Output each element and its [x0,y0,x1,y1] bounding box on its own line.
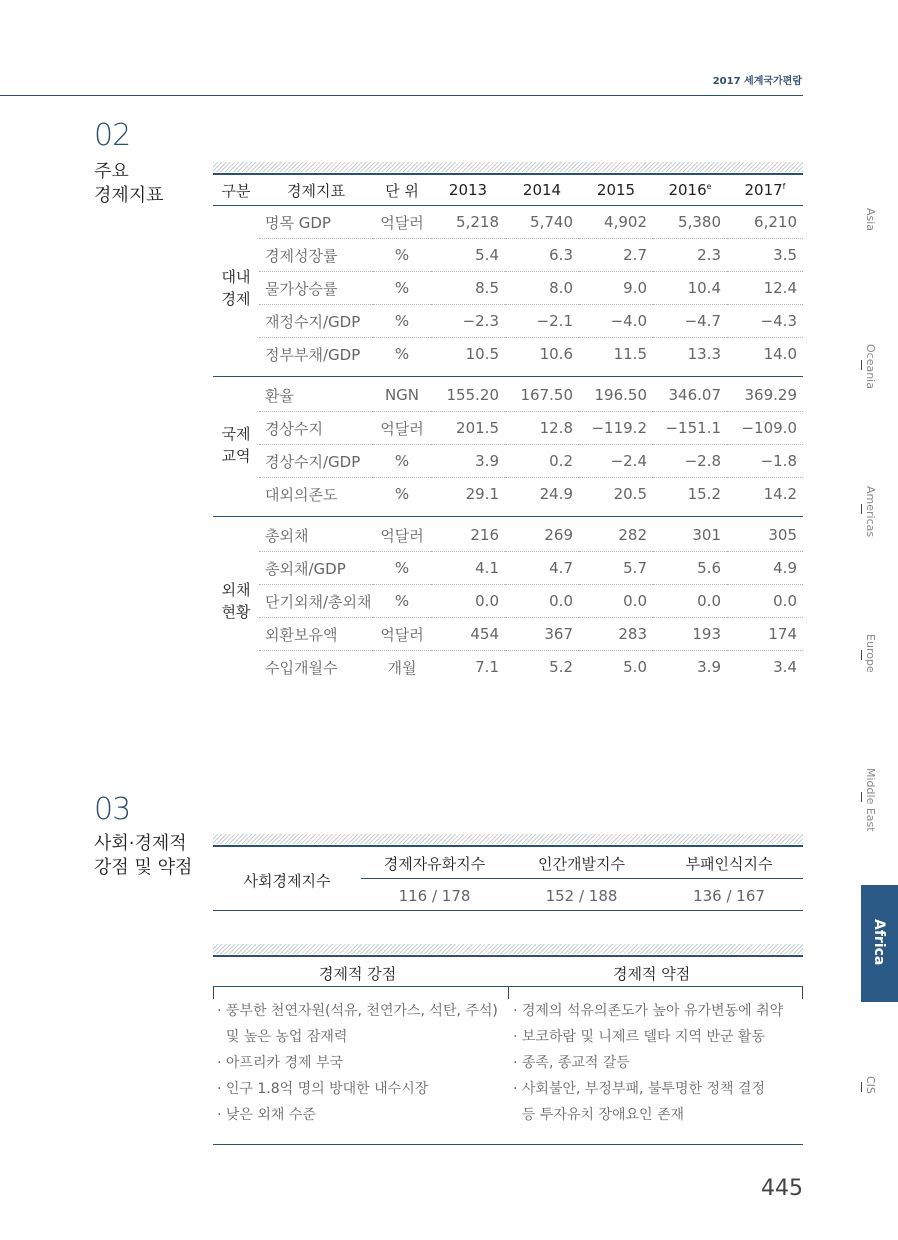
weaknesses-list [513,998,783,1128]
hatch-bar [213,834,803,844]
header-2017-note: f [782,182,786,191]
weakness-title: 경제적 약점 [613,965,691,983]
indicator-name: 경상수지 [259,412,373,445]
indicator-unit: % [373,552,431,585]
indicator-value: 216 [431,519,505,552]
sidebar-tick [861,1082,862,1092]
indicator-value: 4,902 [579,206,653,239]
indicator-unit: % [373,239,431,272]
section-title-line1: 사회·경제적 [94,833,187,854]
sw-header [213,958,803,986]
indicator-name: 재정수지/GDP [259,305,373,338]
strength-item: · 낮은 외채 수준 [217,1107,316,1123]
category-label-line1: 대내 [221,268,251,286]
indicator-value: 11.5 [613,345,647,363]
sidebar-tick [861,650,862,660]
index-row-label: 사회경제지수 [243,872,331,890]
table-row [213,651,803,684]
sidebar-asia-label: Asia [864,208,877,232]
indicator-value: 3.9 [697,658,721,676]
indicator-value: 167.50 [505,379,579,412]
indicator-value: 10.6 [539,345,573,363]
sw-bottom-rule [213,1144,803,1145]
indicator-unit: 억달러 [373,519,431,552]
category-label [213,379,259,510]
indicator-value: 9.0 [579,272,653,305]
indicator-value: 4.9 [727,552,803,585]
indicator-value: 12.8 [505,412,579,445]
running-header: 2017 세계국가편람 [712,76,802,87]
indicator-name: 물가상승률 [259,272,373,305]
table-row [213,552,803,585]
indicator-value: 6.3 [505,239,579,272]
indicator-value: 174 [727,618,803,651]
indicator-value: 155.20 [431,379,505,412]
table-row [213,305,803,338]
page-number: 445 [761,1176,803,1201]
indicator-value: 8.5 [431,272,505,305]
index-header-hdi: 인간개발지수 [508,848,655,879]
indicator-value: −2.1 [505,305,579,338]
table-row [213,478,803,511]
category-label [213,206,259,371]
indicator-value: −151.1 [653,412,727,445]
table-row [213,519,803,552]
header-indicator: 경제지표 [259,175,373,206]
sidebar-europe[interactable] [864,634,888,673]
sidebar-africa-active[interactable] [861,885,898,1002]
sw-mid-tick [508,987,509,999]
indicator-value: 3.9 [431,445,505,478]
strength-item: 및 높은 농업 잠재력 [217,1029,348,1045]
header-2013: 2013 [431,175,505,206]
indicator-value: 3.5 [727,239,803,272]
indicator-value: 5.4 [431,239,505,272]
header-2016-note: e [706,182,712,191]
indicator-value: −4.0 [579,305,653,338]
header-2015: 2015 [579,175,653,206]
hatch-bar [213,944,803,954]
sidebar-oceania-label: Oceania [864,344,877,389]
indicator-unit: % [373,445,431,478]
sidebar-asia[interactable] [864,208,888,231]
category-label-line2: 현황 [221,603,251,621]
indicator-value: 7.1 [475,658,499,676]
strength-item: · 풍부한 천연자원(석유, 천연가스, 석탄, 주석) [217,1003,498,1019]
sidebar-americas-label: Americas [864,486,877,538]
indicator-name: 명목 GDP [259,206,373,239]
section-title-line2: 경제지표 [94,185,164,206]
indicator-value: 4.7 [505,552,579,585]
section-title-strengths-weaknesses [94,832,192,880]
weakness-item: · 보코하람 및 니제르 델타 지역 반군 활동 [513,1029,765,1045]
indicator-value: −4.7 [653,305,727,338]
indicator-value: 6,210 [727,206,803,239]
indicator-value: 369.29 [727,379,803,412]
indicator-value: 0.0 [505,585,579,618]
indicator-value: 14.2 [763,485,797,503]
indicator-value: 269 [505,519,579,552]
indicator-unit: % [394,485,410,503]
weakness-item: 등 투자유치 장애요인 존재 [513,1107,685,1123]
indicator-value: 0.0 [431,585,505,618]
indicator-value: 24.9 [539,485,573,503]
indicator-name: 경제성장률 [259,239,373,272]
indicator-value: 301 [653,519,727,552]
indicator-value: 283 [579,618,653,651]
indicator-value: 193 [653,618,727,651]
indicator-value: 29.1 [465,485,499,503]
indicator-name: 환율 [259,379,373,412]
table-row [213,206,803,239]
indicator-value: 13.3 [687,345,721,363]
sidebar-middle-east[interactable] [864,768,888,832]
indicator-unit: % [373,272,431,305]
sidebar-africa-label: Africa [871,919,887,966]
index-value-freedom: 116 / 178 [398,887,471,905]
indicator-value: 0.0 [653,585,727,618]
indicator-value: −2.4 [579,445,653,478]
section-title-economic-indicators [94,160,164,208]
indicator-value: 5.2 [549,658,573,676]
social-economic-index-table [213,848,803,913]
indicator-value: 5,740 [505,206,579,239]
indicator-unit: 억달러 [373,206,431,239]
header-unit: 단 위 [373,175,431,206]
weakness-item: · 종족, 종교적 갈등 [513,1055,630,1071]
indicator-value: 14.0 [763,345,797,363]
index-table-bottom-rule [213,910,803,911]
table-row [213,585,803,618]
sidebar-cis[interactable] [864,1076,888,1094]
section-number-03: 03 [94,792,131,827]
indicator-value: 12.4 [727,272,803,305]
sw-top-rule [213,955,803,957]
sidebar-tick [861,504,862,514]
section-title-line2: 강점 및 약점 [94,857,193,878]
category-label-line2: 교역 [221,446,251,465]
sidebar-oceania[interactable] [864,344,888,389]
indicator-value: 0.0 [727,585,803,618]
table-row [213,445,803,478]
header-2017 [727,175,803,206]
index-value-hdi: 152 / 188 [545,887,618,905]
index-header-cpi: 부패인식지수 [655,848,803,879]
indicator-value: 20.5 [613,485,647,503]
indicator-value: −109.0 [727,412,803,445]
indicator-value: −2.8 [653,445,727,478]
table-row [213,412,803,445]
section-title-line1: 주요 [94,161,129,182]
header-2017-year: 2017 [744,181,783,199]
indicator-value: 0.0 [579,585,653,618]
sidebar-tick [861,360,862,370]
indicator-name: 경상수지/GDP [259,445,373,478]
indicator-unit: % [394,345,410,363]
table-row [213,618,803,651]
indicator-unit: % [373,585,431,618]
indicator-value: 2.7 [579,239,653,272]
header-2014: 2014 [505,175,579,206]
index-value-cpi: 136 / 167 [693,887,765,905]
indicator-value: 5,218 [431,206,505,239]
indicator-value: −4.3 [727,305,803,338]
indicator-name: 외환보유액 [259,618,373,651]
header-rule [0,95,803,96]
indicator-name: 단기외채/총외채 [259,585,373,618]
sidebar-tick [861,792,862,802]
indicator-name: 정부부채/GDP [265,345,361,364]
indicator-value: 201.5 [431,412,505,445]
indicator-unit: 개월 [387,658,417,677]
header-category: 구분 [213,175,259,206]
indicator-name: 총외채/GDP [259,552,373,585]
section-number-02: 02 [94,118,131,153]
indicator-value: 15.2 [687,485,721,503]
indicator-value: 0.2 [505,445,579,478]
table-row [213,379,803,412]
category-label-line1: 외채 [221,581,251,599]
indicator-value: −1.8 [727,445,803,478]
indicator-value: 196.50 [579,379,653,412]
indicator-name: 대외의존도 [265,485,338,504]
weakness-item: · 경제의 석유의존도가 높아 유가변동에 취약 [513,1003,784,1019]
indicator-value: 10.5 [465,345,499,363]
indicator-value: 5.0 [623,658,647,676]
economic-indicators-table [213,175,803,683]
indicator-unit: 억달러 [373,618,431,651]
sidebar-middle-east-label: Middle East [864,768,877,832]
category-label-line2: 경제 [221,290,251,308]
indicator-value: 10.4 [653,272,727,305]
header-2016 [653,175,727,206]
category-label-line1: 국제 [221,424,251,443]
indicator-name: 수입개월수 [265,658,338,677]
category-label [213,519,259,683]
index-header-freedom: 경제자유화지수 [361,848,508,879]
sw-right-tick [802,987,803,999]
sw-left-tick [213,987,214,999]
sidebar-cis-label: CIS [864,1076,877,1094]
table-row [213,239,803,272]
indicator-unit: % [373,305,431,338]
indicator-value: 5.6 [653,552,727,585]
indicator-value: 2.3 [653,239,727,272]
sidebar-americas[interactable] [864,486,888,537]
indicator-value: 5,380 [653,206,727,239]
indicator-value: 282 [579,519,653,552]
table-row [213,272,803,305]
strength-title: 경제적 강점 [319,965,397,983]
indicator-value: 305 [727,519,803,552]
indicator-unit: NGN [373,379,431,412]
weakness-item: · 사회불안, 부정부패, 불투명한 정책 결정 [513,1081,765,1097]
indicator-value: 5.7 [579,552,653,585]
indicator-value: 8.0 [505,272,579,305]
indicator-unit: 억달러 [373,412,431,445]
indicator-value: 367 [505,618,579,651]
indicator-value: 3.4 [773,658,797,676]
sidebar-europe-label: Europe [864,634,877,673]
index-table-top-rule [213,845,803,847]
strength-item: · 아프리카 경제 부국 [217,1055,343,1071]
indicator-value: 454 [431,618,505,651]
indicator-value: −2.3 [431,305,505,338]
indicator-value: 346.07 [653,379,727,412]
indicator-name: 총외채 [259,519,373,552]
table-row [213,338,803,371]
hatch-bar [213,162,803,172]
indicator-value: −119.2 [579,412,653,445]
header-2016-year: 2016 [668,181,707,199]
strength-item: · 인구 1.8억 명의 방대한 내수시장 [217,1081,429,1097]
indicator-value: 4.1 [431,552,505,585]
strengths-list [217,998,498,1128]
